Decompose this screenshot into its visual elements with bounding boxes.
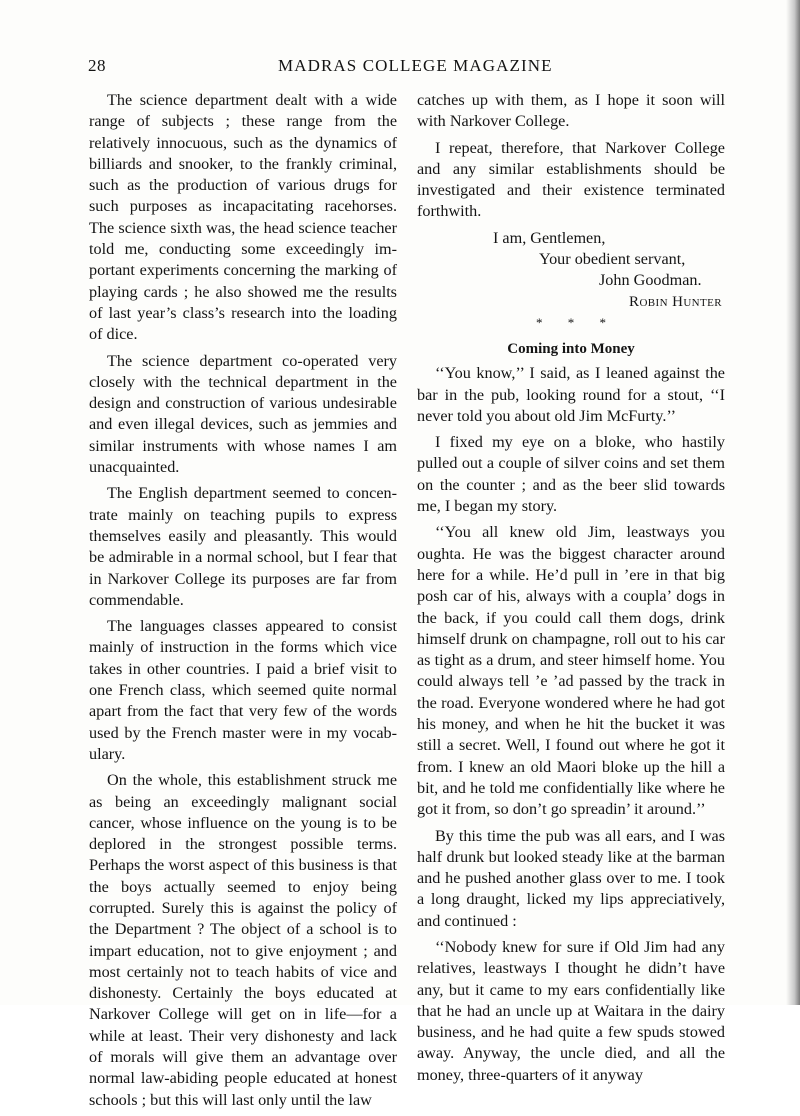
closing-salutation: I am, Gentlemen, [493, 228, 606, 247]
page-header [0, 56, 800, 80]
paragraph: ‘‘You all knew old Jim, leastways you oughta. He was the biggest character around here for a while. He’d pull in ’ere in that big posh car of his, always with a coupla’ dogs in the back, if you could call them dogs, drink himself drunk on champagne, roll out to his car as tight as a drum, and steer himself home. You could always tell ’e ’ad passed by the track in the road. Everyone wondered where he had got his money, and when he hit the bucket it was still a secret. Well, I found out where he got it from. I knew an old Maori bloke up the hill a bit, and he told me confidentially like where he got it from, so don’t go spreadin’ it around.’’ [417, 523, 725, 819]
paragraph: The science department dealt with a wide range of subjects ; these range from the relatively innocuous, such as the dynamics of billiards and snooker, to the frankly criminal, such as the production of various drugs for such purposes as incapacitating racehorses. The science sixth was, the head science teacher told me, conducting some exceedingly important experiments concerning the marking of playing cards ; he also showed me the results of last year’s class’s research into the loading of dice. [89, 91, 397, 344]
section-separator: * * * [536, 314, 606, 330]
left-column [89, 90, 397, 1116]
continuation-paragraph: catches up with them, as I hope it soon will with Narkover College. [417, 91, 725, 131]
paragraph: I repeat, therefore, that Narkover College and any similar establishments should be investigated and their existence terminated forthwith. [417, 138, 725, 221]
author-name: Robin Hunter [629, 293, 722, 310]
paragraph: I fixed my eye on a bloke, who hastily pulled out a couple of silver coins and set them on the counter ; and as the beer slid towards me, I began my story. [417, 433, 725, 516]
paragraph: The languages classes appeared to consist mainly of instruction in the forms which vice takes in other countries. I paid a brief visit to one French class, which seemed quite normal apart from the fact that very few of the words used by the French master were in my vocabulary. [89, 617, 397, 763]
paragraph: ‘‘You know,’’ I said, as I leaned against the bar in the pub, looking round for a stout, ‘‘I never told you about old Jim McFurty.’’ [417, 364, 725, 425]
right-column [417, 90, 725, 1091]
page-number: 28 [88, 56, 106, 75]
paragraph: On the whole, this establishment struck me as being an exceedingly malignant social cancer, whose influence on the young is to be deplored in the strongest possible terms. Perhaps the worst aspect of this business is that the boys actually seemed to enjoy being corrupted. Surely this is against the policy of the Department ? The object of a school is to impart education, not to give enjoyment ; and most certainly not to teach habits of vice and dishonesty. Certainly the boys educated at Narkover College will get on in life—for a while at least. Their very dishonesty and lack of morals will give them an advantage over normal law-abiding people educated at honest schools ; but this will last only until the law [89, 771, 397, 1109]
paragraph: The English department seemed to concentrate mainly on teaching pupils to express themselves easily and pleasantly. This would be admirable in a normal school, but I fear that in Narkover College its purposes are far from commendable. [89, 484, 397, 609]
running-title: MADRAS COLLEGE MAGAZINE [278, 56, 553, 75]
closing-servant: Your obedient servant, [539, 250, 686, 269]
paragraph: ‘‘Nobody knew for sure if Old Jim had any relatives, leastways I thought he didn’t have any, but it came to my ears confidentially like that he had an uncle up at Waitara in the dairy business, and he had quite a few spuds stowed away. Anyway, the uncle died, and all the money, three-quarters of it anyway [417, 937, 725, 1084]
story-title: Coming into Money [507, 340, 635, 357]
signature-name: John Goodman. [599, 271, 702, 290]
page-edge-shadow [786, 0, 800, 1005]
paragraph: The science department co-operated very closely with the technical department in the design and construction of various undesirable and even illegal devices, such as jemmies and similar instruments with whose names I am unacquainted. [89, 351, 397, 477]
paragraph: By this time the pub was all ears, and I was half drunk but looked steady like at the barman and he pushed another glass over to me. I took a long draught, licked my lips appreciatively, and continued : [417, 826, 725, 930]
